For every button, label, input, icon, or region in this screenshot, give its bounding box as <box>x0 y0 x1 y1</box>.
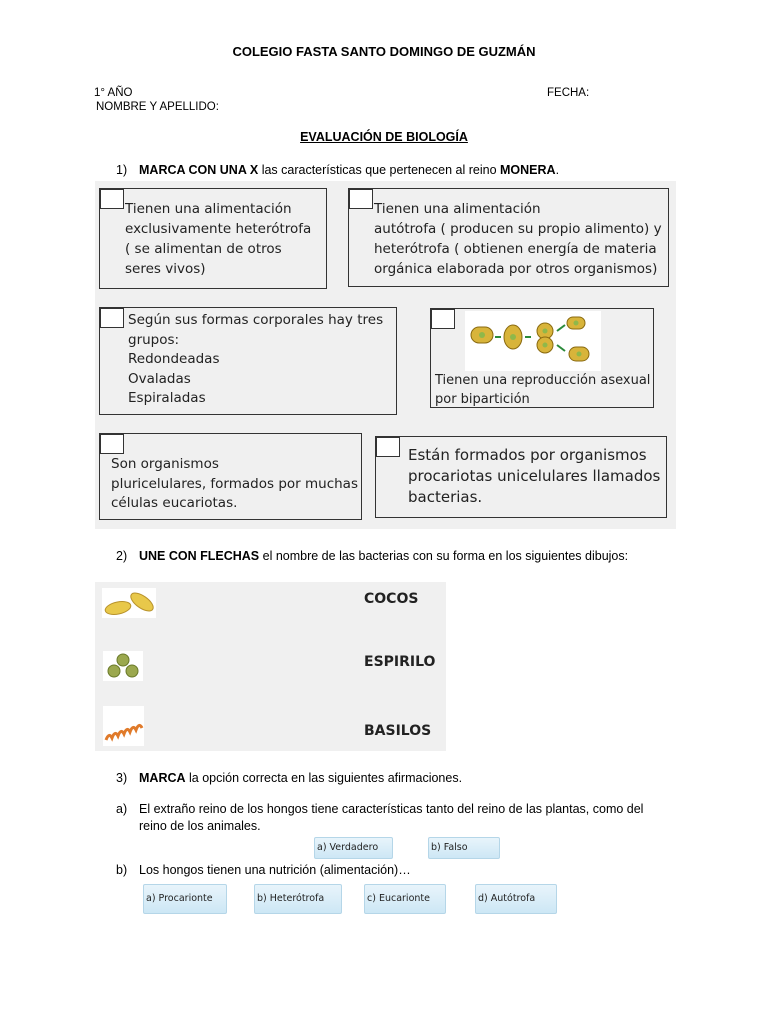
card-1-line: seres vivos) <box>125 261 206 277</box>
card-heterotrophic <box>99 188 327 289</box>
q1-text2: . <box>555 163 560 177</box>
q3b-letter: b) <box>116 863 128 877</box>
q3-number: 3) <box>116 771 128 785</box>
option-falso[interactable]: b) Falso <box>428 837 500 859</box>
checkbox-4[interactable] <box>431 309 455 329</box>
card-1-text <box>125 199 311 279</box>
school-title: COLEGIO FASTA SANTO DOMINGO DE GUZMÁN <box>232 44 536 59</box>
q1-bold1: MARCA CON UNA X <box>139 163 259 177</box>
card-pluricellular <box>99 433 362 520</box>
option-verdadero[interactable]: a) Verdadero <box>314 837 393 859</box>
q1-bold2: MONERA <box>500 163 556 177</box>
q2-text: el nombre de las bacterias con su forma en los siguientes dibujos: <box>259 549 629 563</box>
card-prokaryotes <box>375 436 667 518</box>
card-3-line: Espiraladas <box>128 390 206 406</box>
card-2-line: Tienen una alimentación <box>374 201 541 217</box>
card-4-line: por bipartición <box>435 392 530 407</box>
checkbox-2[interactable] <box>349 189 373 209</box>
card-1-line: ( se alimentan de otros <box>125 241 282 257</box>
card-5-line: células eucariotas. <box>111 495 238 511</box>
binary-fission-image <box>465 311 601 371</box>
card-2-line: autótrofa ( producen su propio alimento) y <box>374 221 662 237</box>
q3b-text: Los hongos tienen una nutrición (alimentación)… <box>139 863 411 877</box>
card-1-line: exclusivamente heterótrofa <box>125 221 312 237</box>
card-3-line: Según sus formas corporales hay tres <box>128 312 384 328</box>
year-label: 1° AÑO <box>94 87 133 99</box>
card-5-line: Son organismos <box>111 456 219 472</box>
card-6-line: bacterias. <box>408 488 483 506</box>
card-3-line: Ovaladas <box>128 370 191 387</box>
cocos-label: COCOS <box>364 591 419 607</box>
option-heterotrofa[interactable]: b) Heterótrofa <box>254 884 342 914</box>
checkbox-3[interactable] <box>100 308 124 328</box>
q2-number: 2) <box>116 549 128 563</box>
card-1-line: Tienen una alimentación <box>125 201 292 217</box>
card-forms <box>99 307 397 415</box>
q3a-line1: El extraño reino de los hongos tiene características tanto del reino de las plantas, como del <box>139 802 644 816</box>
option-eucarionte[interactable]: c) Eucarionte <box>364 884 446 914</box>
card-2-text <box>374 199 662 279</box>
option-procarionte[interactable]: a) Procarionte <box>143 884 227 914</box>
card-4-text <box>435 371 650 409</box>
q1-text1: las características que pertenecen al reino <box>258 163 501 177</box>
q1-statement <box>139 163 559 177</box>
q3-bold: MARCA <box>139 771 186 785</box>
card-6-text <box>408 445 660 508</box>
card-3-line: grupos: <box>128 331 180 348</box>
espirilo-label: ESPIRILO <box>364 654 436 670</box>
card-2-line: heterótrofa ( obtienen energía de materia <box>374 241 657 257</box>
exam-title: EVALUACIÓN DE BIOLOGÍA <box>300 130 468 144</box>
card-6-line: procariotas unicelulares llamados <box>408 467 661 485</box>
q1-number: 1) <box>116 163 128 177</box>
spirillum-image <box>103 706 144 746</box>
checkbox-6[interactable] <box>376 437 400 457</box>
card-3-line: Redondeadas <box>128 351 220 367</box>
q2-bold: UNE CON FLECHAS <box>139 549 260 563</box>
basilos-label: BASILOS <box>364 723 432 739</box>
option-autotrofa[interactable]: d) Autótrofa <box>475 884 557 914</box>
bacilli-image <box>102 588 156 618</box>
q3a-line2: reino de los animales. <box>139 819 261 833</box>
q2-statement <box>139 549 628 563</box>
card-autotrophic <box>348 188 669 287</box>
card-2-line: orgánica elaborada por otros organismos) <box>374 261 658 277</box>
card-4-line: Tienen una reproducción asexual <box>435 373 651 388</box>
date-label: FECHA: <box>547 87 590 99</box>
q3-text: la opción correcta en las siguientes afirmaciones. <box>185 771 463 785</box>
card-5-text <box>111 455 358 514</box>
cocci-image <box>103 651 143 681</box>
q3a-letter: a) <box>116 802 128 816</box>
checkbox-5[interactable] <box>100 434 124 454</box>
name-label: NOMBRE Y APELLIDO: <box>96 101 219 113</box>
card-5-line: pluricelulares, formados por muchas <box>111 475 358 492</box>
q3-statement <box>139 771 462 785</box>
checkbox-1[interactable] <box>100 189 124 209</box>
card-reproduction <box>430 308 654 408</box>
card-6-line: Están formados por organismos <box>408 446 647 464</box>
card-3-text <box>128 311 383 409</box>
